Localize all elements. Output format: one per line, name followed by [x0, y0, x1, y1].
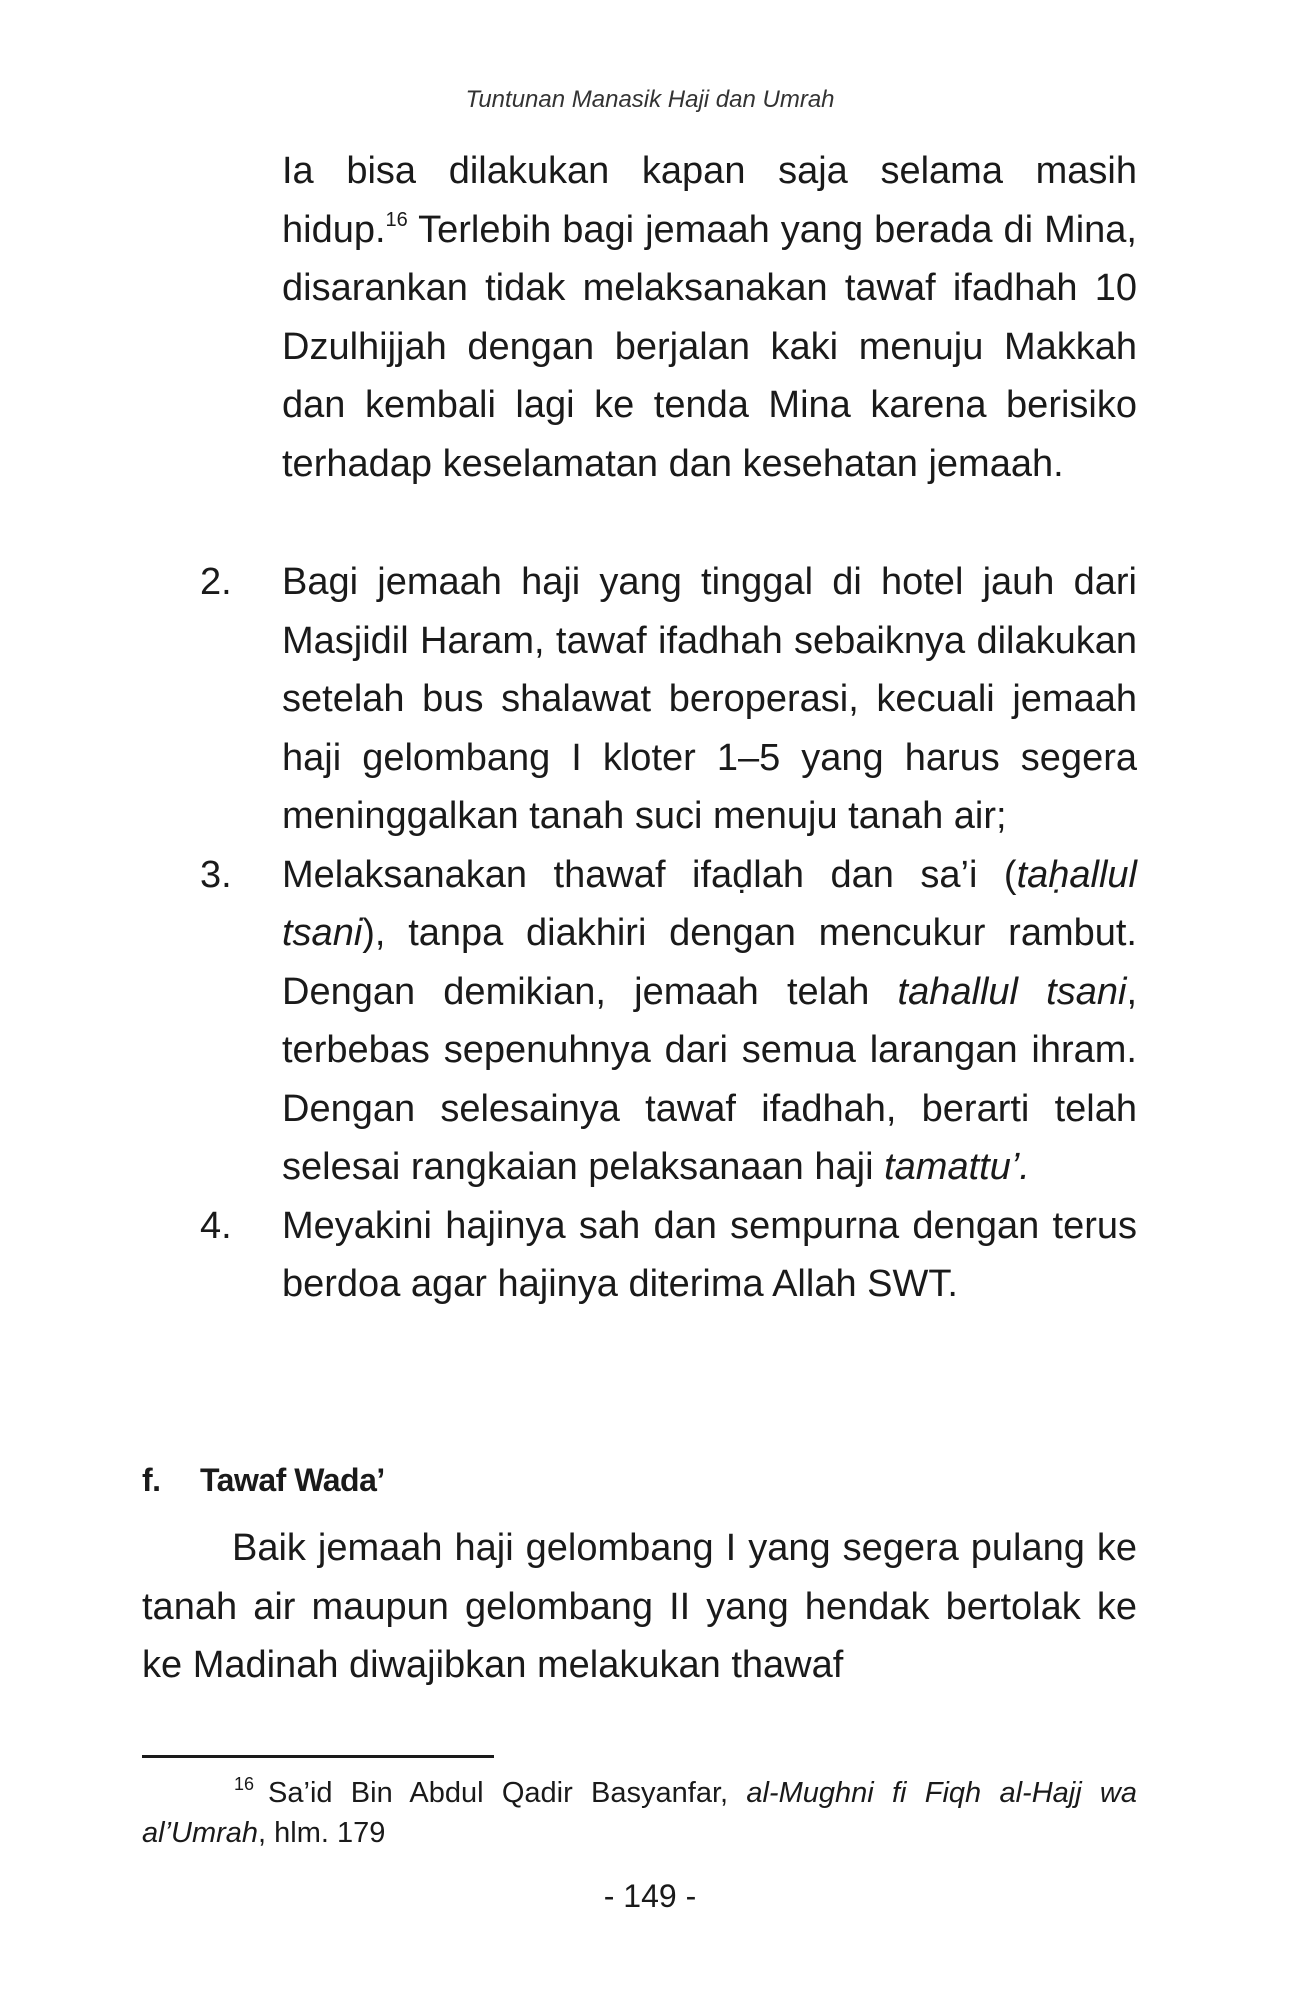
list-item	[200, 1197, 1137, 1314]
page-number: - 149 -	[603, 1878, 697, 1914]
list-item-number: 3.	[200, 853, 232, 896]
footnote-title: al-Mughni fi Fiqh al-Hajj wa al’Umrah	[142, 1777, 1137, 1849]
list-item-text: , terbebas sepenuhnya dari semua larangan ihram. Dengan selesainya tawaf ifadhah, berarti telah selesai rangkaian pelaksanaan haji	[282, 970, 1137, 1188]
list-item-text: ), tanpa diakhiri dengan mencukur rambut. Dengan demikian, jemaah telah	[282, 912, 1137, 1013]
section-heading	[142, 1462, 385, 1499]
list-item-text: Bagi jemaah haji yang tinggal di hotel jauh dari Masjidil Haram, tawaf ifadhah sebaiknya dilakukan setelah bus shalawat beroperasi, kecuali jemaah haji gelombang I kloter 1–5 yang harus segera meninggalkan tanah suci menuju tanah air;	[282, 561, 1137, 837]
list-item-text: Meyakini hajinya sah dan sempurna dengan terus berdoa agar hajinya diterima Allah SWT.	[282, 1204, 1137, 1305]
footnote	[142, 1773, 1137, 1853]
list-item	[200, 553, 1137, 846]
list-item-number: 4.	[200, 1204, 232, 1247]
footnote-page: , hlm. 179	[258, 1817, 386, 1849]
footnote-reference[interactable]: 16	[385, 208, 408, 231]
footnote-author: Sa’id Bin Abdul Qadir Basyanfar,	[268, 1777, 747, 1809]
continuation-text-1: Ia bisa dilakukan kapan saja selama masih hidup.	[282, 150, 1137, 251]
section-title: Tawaf Wada’	[200, 1462, 385, 1498]
continuation-paragraph	[282, 142, 1137, 493]
section-letter: f.	[142, 1462, 161, 1498]
footnote-number: 16	[234, 1774, 255, 1794]
running-header: Tuntunan Manasik Haji dan Umrah	[465, 86, 835, 113]
italic-term: taḥallul tsani	[282, 853, 1137, 954]
numbered-list	[200, 553, 1137, 1314]
list-item	[200, 846, 1137, 1197]
section-paragraph: Baik jemaah haji gelombang I yang segera pulang ke tanah air maupun gelombang II yang hendak bertolak ke ke Madinah diwajibkan melakukan thawaf	[142, 1527, 1137, 1686]
list-item-text: Melaksanakan thawaf ifaḍlah dan sa’i (	[282, 853, 1017, 896]
footnote-divider	[142, 1755, 494, 1758]
italic-term: tamattu’.	[884, 1146, 1030, 1188]
continuation-text-2: Terlebih bagi jemaah yang berada di Mina, disarankan tidak melaksanakan tawaf ifadhah 10 Dzulhijjah dengan berjalan kaki menuju Makkah dan kembali lagi ke tenda Mina karena berisiko terhadap keselamatan dan kesehatan jemaah.	[282, 208, 1137, 485]
list-item-number: 2.	[200, 561, 232, 603]
italic-term: tahallul tsani	[897, 970, 1127, 1013]
